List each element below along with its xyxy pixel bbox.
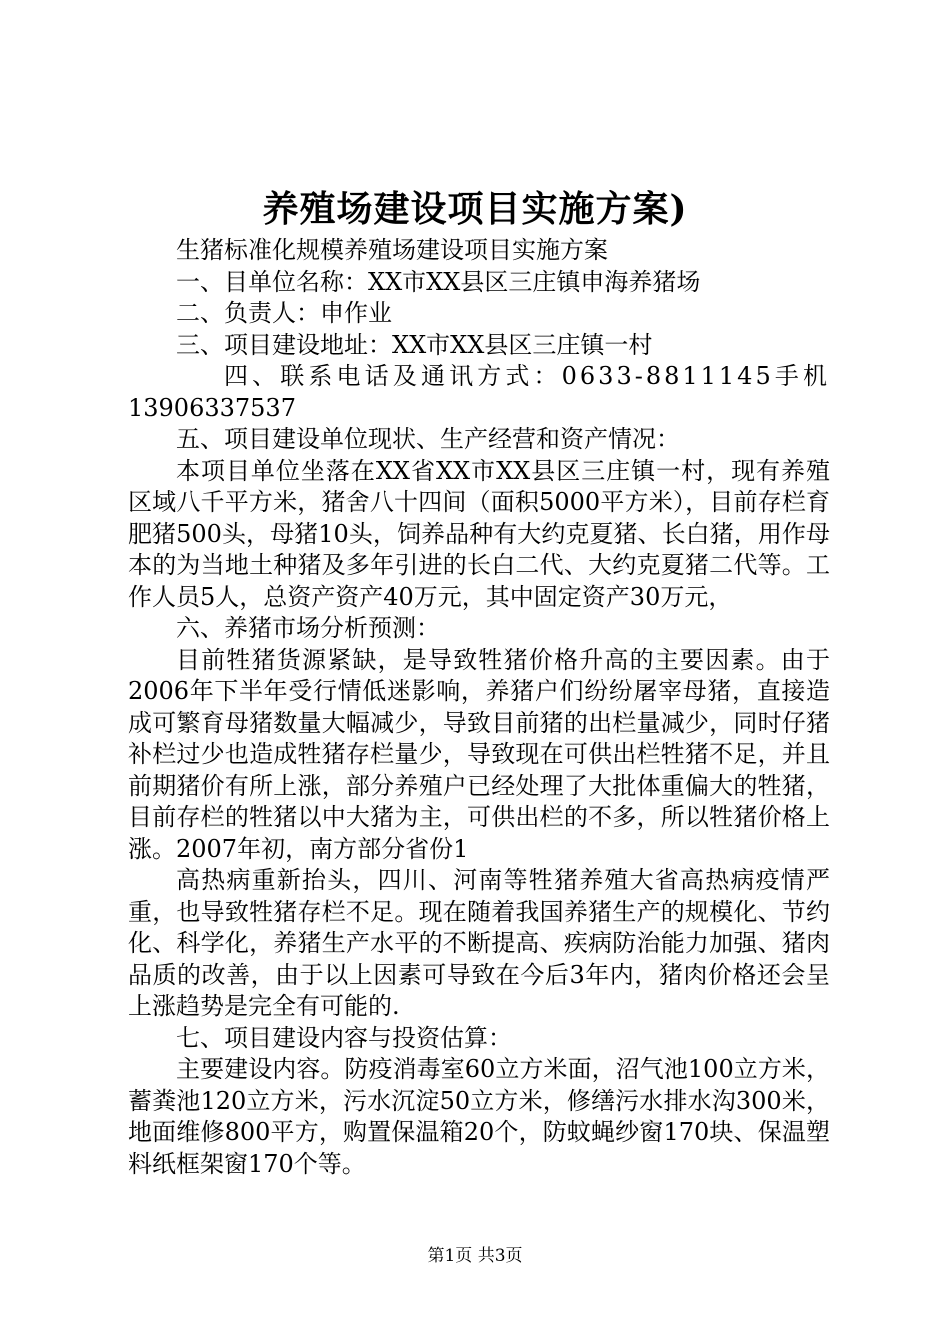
address-paragraph: 三、项目建设地址：XX市XX县区三庄镇一村 (176, 330, 653, 359)
section-6-heading: 六、养猪市场分析预测： (176, 614, 440, 642)
unit-name-paragraph: 一、目单位名称：XX市XX县区三庄镇申海养猪场 (176, 267, 701, 296)
section-7-heading: 七、项目建设内容与投资估算： (176, 1023, 512, 1052)
mobile-number-line: 13906337537 (128, 393, 296, 422)
document-body (128, 235, 830, 1180)
page-footer: 第1页 共3页 (427, 1246, 523, 1266)
section-6-body-continued: 高热病重新抬头，四川、河南等牲猪养殖大省高热病疫情严重，也导致牲猪存栏不足。现在随着我国养猪生产的规模化、节约化、科学化，养猪生产水平的不断提高、疾病防治能力加强、猪肉品质的改善，由于以上因素可导致在今后3年内，猪肉价格还会呈上涨趋势是完全有可能的. (128, 866, 830, 1020)
subtitle-paragraph: 生猪标准化规模养殖场建设项目实施方案 (176, 236, 608, 264)
document-title: 养殖场建设项目实施方案) (262, 188, 688, 230)
responsible-person-paragraph: 二、负责人：申作业 (176, 299, 392, 327)
section-7-body: 主要建设内容。防疫消毒室60立方米面，沼气池100立方米，蓄粪池120立方米，污水沉淀50立方米，修缮污水排水沟300米，地面维修800平方，购置保温箱20个，防蚊蝇纱窗170块、保温塑料纸框架窗170个等。 (128, 1055, 830, 1178)
contact-paragraph: 四、联系电话及通讯方式：0633-8811145手机 (224, 362, 830, 390)
section-5-body: 本项目单位坐落在XX省XX市XX县区三庄镇一村，现有养殖区域八千平方米，猪舍八十四间（面积5000平方米），目前存栏育肥猪500头，母猪10头，饲养品种有大约克夏猪、长白猪，用作母本的为当地土种猪及多年引进的长白二代、大约克夏猪二代等。工作人员5人，总资产资产40万元，其中固定资产30万元， (128, 456, 830, 611)
section-6-body: 目前牲猪货源紧缺，是导致牲猪价格升高的主要因素。由于2006年下半年受行情低迷影响，养猪户们纷纷屠宰母猪，直接造成可繁育母猪数量大幅减少，导致目前猪的出栏量减少，同时仔猪补栏过少也造成牲猪存栏量少，导致现在可供出栏牲猪不足，并且前期猪价有所上涨，部分养殖户已经处理了大批体重偏大的牲猪，目前存栏的牲猪以中大猪为主，可供出栏的不多，所以牲猪价格上涨。2007年初，南方部分省份1 (128, 645, 830, 863)
section-5-heading: 五、项目建设单位现状、生产经营和资产情况： (176, 425, 680, 453)
